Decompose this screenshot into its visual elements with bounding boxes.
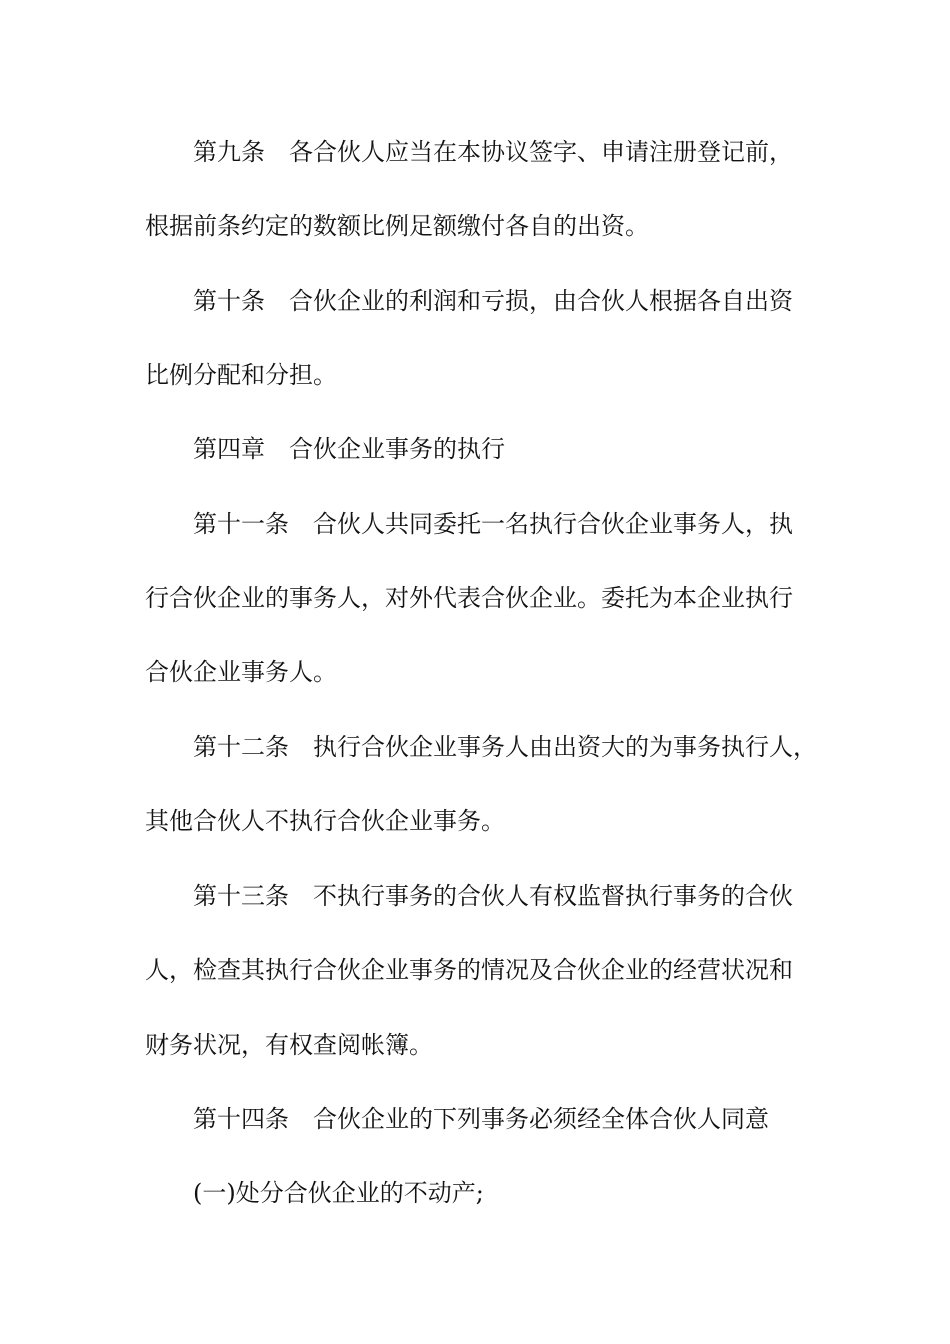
article-10-line-1: 第十条 合伙企业的利润和亏损，由合伙人根据各自出资: [193, 287, 793, 315]
chapter-4-heading: 第四章 合伙企业事务的执行: [193, 435, 505, 463]
article-11-line-3: 合伙企业事务人。: [145, 658, 337, 686]
article-10-line-2: 比例分配和分担。: [145, 361, 337, 389]
article-11-line-1: 第十一条 合伙人共同委托一名执行合伙企业事务人，执: [193, 510, 793, 538]
article-13-line-1: 第十三条 不执行事务的合伙人有权监督执行事务的合伙: [193, 882, 793, 910]
article-14-item-1: (一)处分合伙企业的不动产;: [193, 1179, 484, 1207]
article-13-line-2: 人，检查其执行合伙企业事务的情况及合伙企业的经营状况和: [145, 956, 793, 984]
article-9-line-1: 第九条 各合伙人应当在本协议签字、申请注册登记前，: [193, 138, 793, 166]
article-12-line-1: 第十二条 执行合伙企业事务人由出资大的为事务执行人，: [193, 733, 817, 761]
article-9-line-2: 根据前条约定的数额比例足额缴付各自的出资。: [145, 212, 649, 240]
article-11-line-2: 行合伙企业的事务人，对外代表合伙企业。委托为本企业执行: [145, 584, 793, 612]
article-14-line-1: 第十四条 合伙企业的下列事务必须经全体合伙人同意: [193, 1105, 769, 1133]
article-13-line-3: 财务状况，有权查阅帐簿。: [145, 1031, 433, 1059]
article-12-line-2: 其他合伙人不执行合伙企业事务。: [145, 807, 505, 835]
